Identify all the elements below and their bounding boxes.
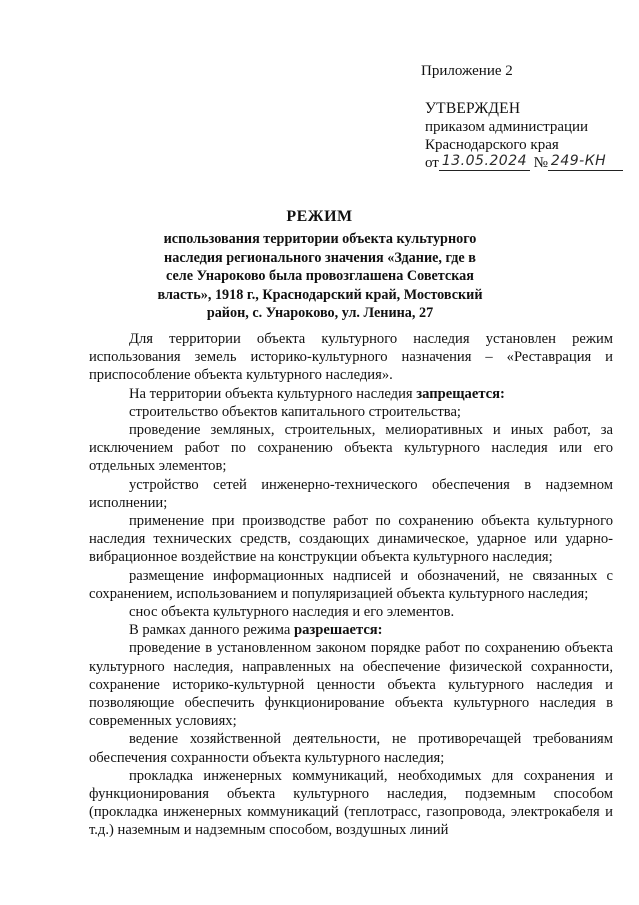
document-title: РЕЖИМ bbox=[286, 208, 353, 225]
approval-date-line bbox=[425, 154, 623, 173]
paragraph: применение при производстве работ по сохранению объекта культурного наследия технических средств, создающих динамическое, ударное или ударно-вибрационное воздействие на конструкции объекта культурного наследия; bbox=[89, 513, 613, 566]
paragraph: проведение в установленном законом порядке работ по сохранению объекта культурного наследия, направленных на обеспечение физической сохранности, сохранение историко-культурной ценности объекта культурного наследия и позволяющие обеспечить функционирование объекта культурного наследия в современных условиях; bbox=[89, 640, 613, 730]
paragraph-emphasis: запрещается: bbox=[416, 385, 505, 402]
annex-label: Приложение 2 bbox=[421, 63, 513, 79]
paragraph: строительство объектов капитального строительства; bbox=[129, 403, 461, 420]
paragraph: Для территории объекта культурного наследия установлен режим использования земель историко-культурного назначения – «Реставрация и приспособление объекта культурного наследия». bbox=[89, 331, 613, 384]
paragraph bbox=[89, 385, 613, 403]
approval-line-2: Краснодарского края bbox=[425, 137, 559, 153]
paragraph-text: На территории объекта культурного наследия bbox=[129, 385, 417, 402]
number-prefix: № bbox=[533, 155, 548, 171]
paragraph bbox=[89, 621, 613, 639]
document-body bbox=[89, 330, 613, 840]
paragraph: прокладка инженерных коммуникаций, необходимых для сохранения и функционирования объекта культурного наследия, подземным способом (прокладка инженерных коммуникаций (теплотрасс, газопровода, электрокабеля и т.д.) наземным и надземным способом, воздушных линий bbox=[89, 767, 613, 839]
paragraph: размещение информационных надписей и обозначений, не связанных с сохранением, использованием и популяризацией объекта культурного наследия; bbox=[89, 567, 613, 602]
document-subtitle: использования территории объекта культурного наследия регионального значения «Здание, где в селе Унароково была провозглашена Советская власть», 1918 г., Краснодарский край, Мостовский район, с. Унароково, ул. Ленина, 27 bbox=[157, 231, 483, 321]
handwritten-number: 249-КН bbox=[548, 152, 623, 171]
handwritten-date: 13.05.2024 bbox=[439, 152, 530, 171]
paragraph: устройство сетей инженерно-технического обеспечения в надземном исполнении; bbox=[89, 476, 613, 511]
date-prefix: от bbox=[425, 155, 439, 171]
approval-block bbox=[425, 100, 623, 173]
paragraph: ведение хозяйственной деятельности, не противоречащей требованиям обеспечения сохранности объекта культурного наследия; bbox=[89, 731, 613, 766]
approval-title: УТВЕРЖДЕН bbox=[425, 100, 521, 117]
paragraph-text: В рамках данного режима bbox=[129, 622, 294, 639]
approval-line-1: приказом администрации bbox=[425, 119, 589, 135]
paragraph-emphasis: разрешается: bbox=[294, 622, 383, 639]
paragraph: снос объекта культурного наследия и его элементов. bbox=[129, 604, 455, 621]
paragraph: проведение земляных, строительных, мелиоративных и иных работ, за исключением работ по сохранению объекта культурного наследия или его отдельных элементов; bbox=[89, 422, 613, 475]
